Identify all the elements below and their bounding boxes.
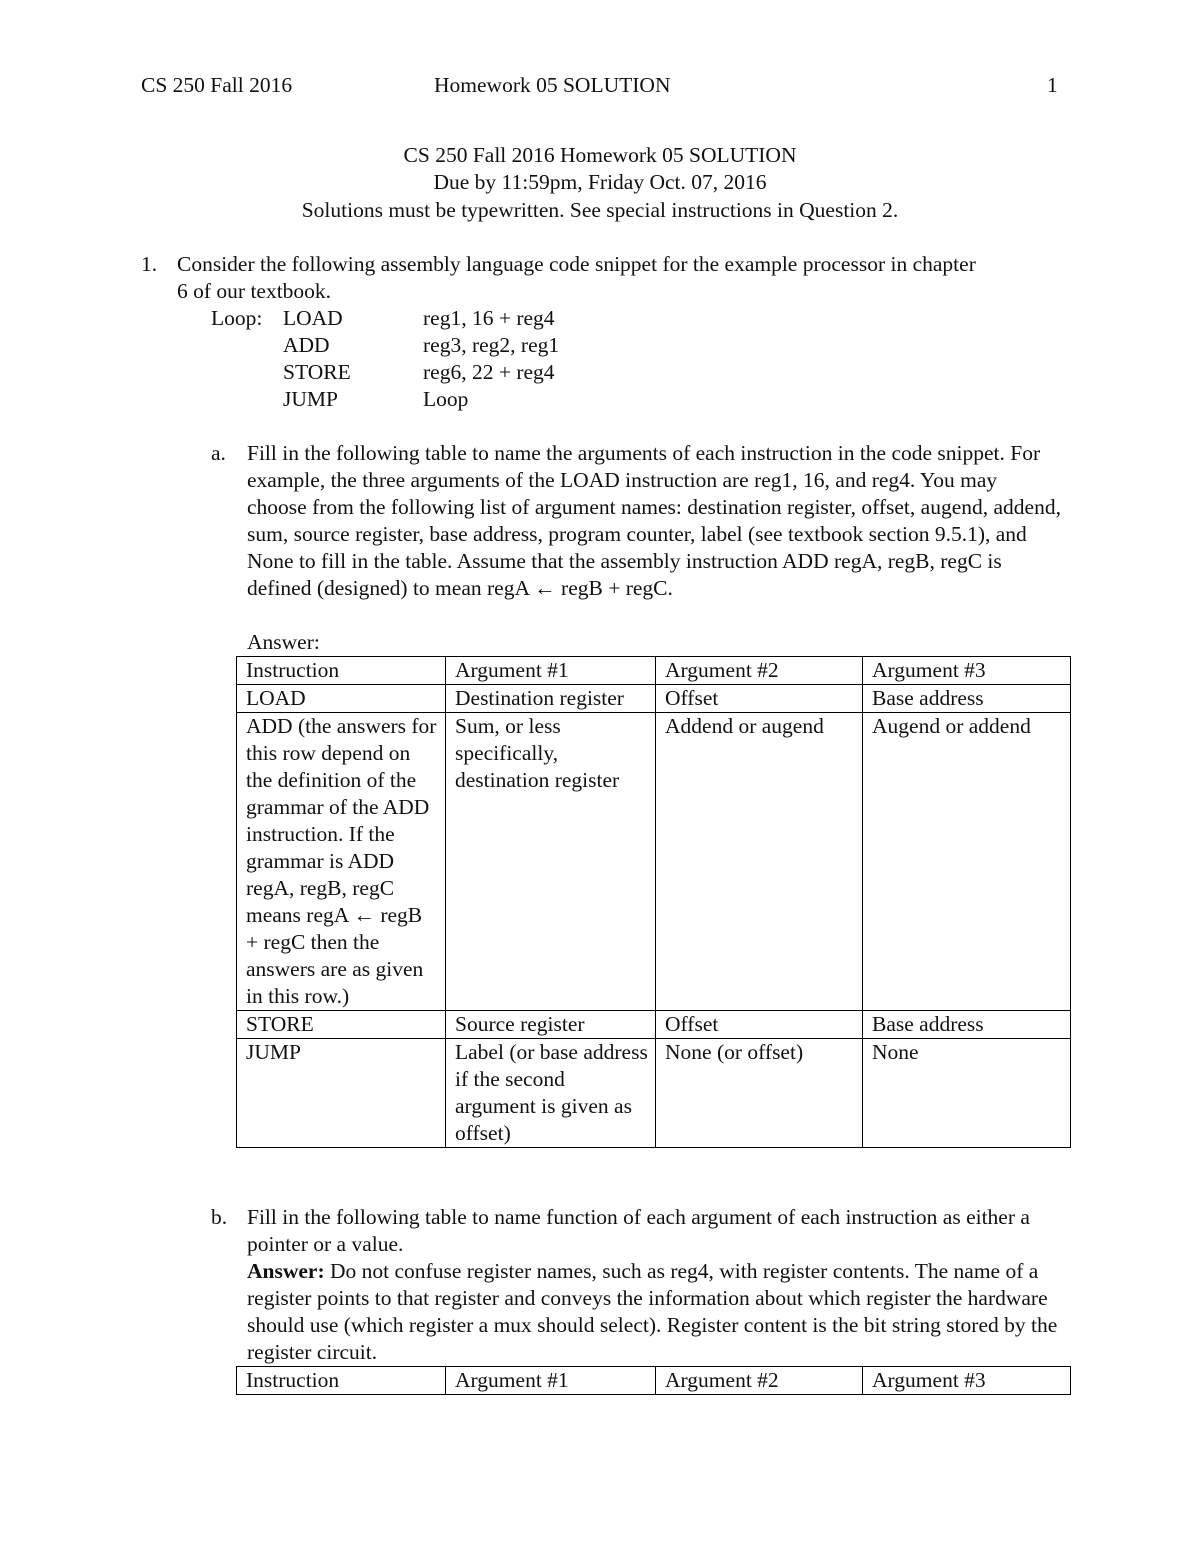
code-op: LOAD [283, 306, 343, 330]
table-cell: JUMP [237, 1039, 446, 1148]
table-row [237, 685, 1071, 713]
doc-title: CS 250 Fall 2016 Homework 05 SOLUTION [403, 143, 797, 167]
code-args: Loop [423, 387, 469, 411]
table-header-cell: Argument #3 [863, 1367, 1071, 1395]
code-op: STORE [283, 360, 351, 384]
doc-due-date: Due by 11:59pm, Friday Oct. 07, 2016 [433, 170, 767, 194]
table-header-cell: Argument #1 [446, 1367, 656, 1395]
table-row [237, 1039, 1071, 1148]
table-cell: Label (or base address if the second argument is given as offset) [446, 1039, 656, 1148]
table-cell: Augend or addend [863, 713, 1071, 1011]
table-header-cell: Argument #1 [446, 657, 656, 685]
table-cell: Sum, or less specifically, destination register [446, 713, 656, 1011]
question-text-line2: 6 of our textbook. [177, 279, 332, 303]
table-cell: Destination register [446, 685, 656, 713]
part-b-text: Fill in the following table to name function of each argument of each instruction as either a pointer or a value. [247, 1205, 1030, 1256]
table-cell: Base address [863, 1011, 1071, 1039]
part-a-answer-label: Answer: [247, 630, 320, 654]
table-cell: None [863, 1039, 1071, 1148]
table-cell: None (or offset) [656, 1039, 863, 1148]
doc-instructions: Solutions must be typewritten. See special instructions in Question 2. [301, 198, 899, 222]
pointer-value-table [236, 1366, 1071, 1395]
table-cell: Addend or augend [656, 713, 863, 1011]
table-cell: ADD (the answers for this row depend on the definition of the grammar of the ADD instruction. If the grammar is ADD regA, regB, regC means regA ← regB + regC then the answers are as given in this row.) [237, 713, 446, 1011]
table-header-cell: Instruction [237, 657, 446, 685]
page-number: 1 [1047, 73, 1058, 97]
part-a-letter: a. [211, 441, 226, 465]
part-b-answer [247, 1258, 1062, 1366]
table-row [237, 713, 1071, 1011]
table-header-cell: Argument #2 [656, 1367, 863, 1395]
argument-names-table [236, 656, 1071, 1148]
code-args: reg3, reg2, reg1 [423, 333, 560, 357]
table-cell: Offset [656, 1011, 863, 1039]
question-number: 1. [141, 252, 158, 276]
part-b-answer-label: Answer: [247, 1259, 325, 1283]
code-args: reg6, 22 + reg4 [423, 360, 555, 384]
table-header-cell: Argument #2 [656, 657, 863, 685]
part-b-answer-text: Do not confuse register names, such as reg4, with register contents. The name of a register points to that register and conveys the information about which register the hardware should use (which register a mux should select). Register content is the bit string stored by the register circuit. [247, 1259, 1058, 1364]
header-course: CS 250 Fall 2016 [141, 73, 293, 97]
table-cell: Source register [446, 1011, 656, 1039]
table-row [237, 1011, 1071, 1039]
code-op: ADD [283, 333, 330, 357]
question-text-line1: Consider the following assembly language code snippet for the example processor in chapter [177, 252, 976, 276]
code-op: JUMP [283, 387, 338, 411]
code-label: Loop: [211, 306, 263, 330]
table-header-row [237, 1367, 1071, 1395]
table-cell: Offset [656, 685, 863, 713]
table-cell: LOAD [237, 685, 446, 713]
part-b-letter: b. [211, 1205, 228, 1229]
table-cell: Base address [863, 685, 1071, 713]
header-title: Homework 05 SOLUTION [434, 73, 671, 97]
table-header-row [237, 657, 1071, 685]
table-cell: STORE [237, 1011, 446, 1039]
table-header-cell: Argument #3 [863, 657, 1071, 685]
code-args: reg1, 16 + reg4 [423, 306, 555, 330]
part-a-text: Fill in the following table to name the arguments of each instruction in the code snippet. For example, the three arguments of the LOAD instruction are reg1, 16, and reg4. You may choose from the following list of argument names: destination register, offset, augend, addend, sum, source register, base address, program counter, label (see textbook section 9.5.1), and None to fill in the table. Assume that the assembly instruction ADD regA, regB, regC is defined (designed) to mean regA ← regB + regC. [247, 441, 1061, 600]
table-header-cell: Instruction [237, 1367, 446, 1395]
